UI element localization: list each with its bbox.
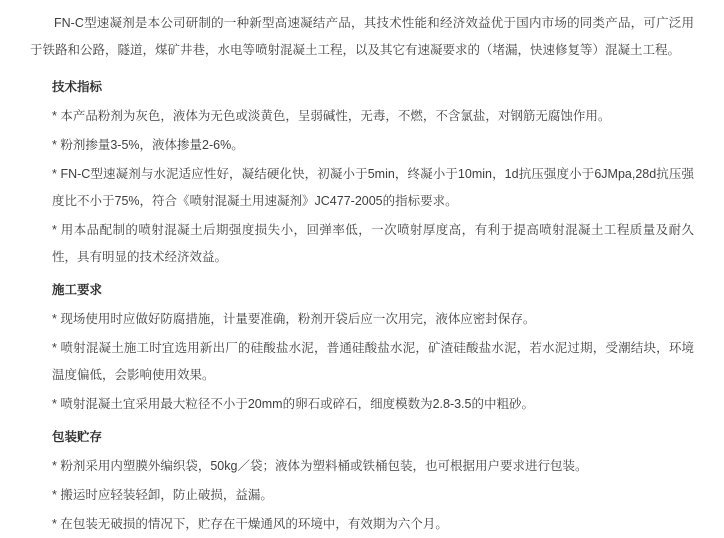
section-heading-construction-requirements: 施工要求	[52, 283, 103, 297]
list-item: * 喷射混凝土施工时宜选用新出厂的硅酸盐水泥，普通硅酸盐水泥，矿渣硅酸盐水泥，若水泥过期，受潮结块，环境温度偏低，会影响使用效果。	[52, 341, 694, 382]
list-item: * FN-C型速凝剂与水泥适应性好，凝结硬化快，初凝小于5min，终凝小于10min，1d抗压强度小于6JMpa,28d抗压强度比不小于75%，符合《喷射混凝土用速凝剂》JC477-2005的指标要求。	[52, 167, 694, 208]
list-item: * 本产品粉剂为灰色，液体为无色或淡黄色，呈弱碱性，无毒，不燃，不含氯盐，对钢筋无腐蚀作用。	[52, 109, 611, 123]
section-heading-technical-specs: 技术指标	[52, 80, 103, 94]
section-heading-packaging-storage: 包装贮存	[52, 430, 103, 444]
list-item: * 粉剂掺量3-5%，液体掺量2-6%。	[52, 138, 244, 152]
list-item: * 喷射混凝土宜采用最大粒径不小于20mm的卵石或碎石，细度模数为2.8-3.5的中粗砂。	[52, 397, 534, 411]
list-item: * 现场使用时应做好防腐措施，计量要准确，粉剂开袋后应一次用完，液体应密封保存。	[52, 312, 536, 326]
list-item: * 粉剂采用内塑膜外编织袋，50kg／袋；液体为塑料桶或铁桶包装，也可根据用户要求进行包装。	[52, 459, 588, 473]
list-item: * 用本品配制的喷射混凝土后期强度损失小，回弹率低，一次喷射厚度高，有利于提高喷射混凝土工程质量及耐久性，具有明显的技术经济效益。	[52, 223, 694, 264]
list-item: * 在包装无破损的情况下，贮存在干燥通风的环境中，有效期为六个月。	[52, 517, 448, 531]
list-item: * 搬运时应轻装轻卸，防止破损，益漏。	[52, 488, 273, 502]
intro-paragraph: FN-C型速凝剂是本公司研制的一种新型高速凝结产品，其技术性能和经济效益优于国内市场的同类产品，可广泛用于铁路和公路，隧道，煤矿井巷，水电等喷射混凝土工程，以及其它有速凝要求的（堵漏，快速修复等）混凝土工程。	[30, 16, 694, 57]
